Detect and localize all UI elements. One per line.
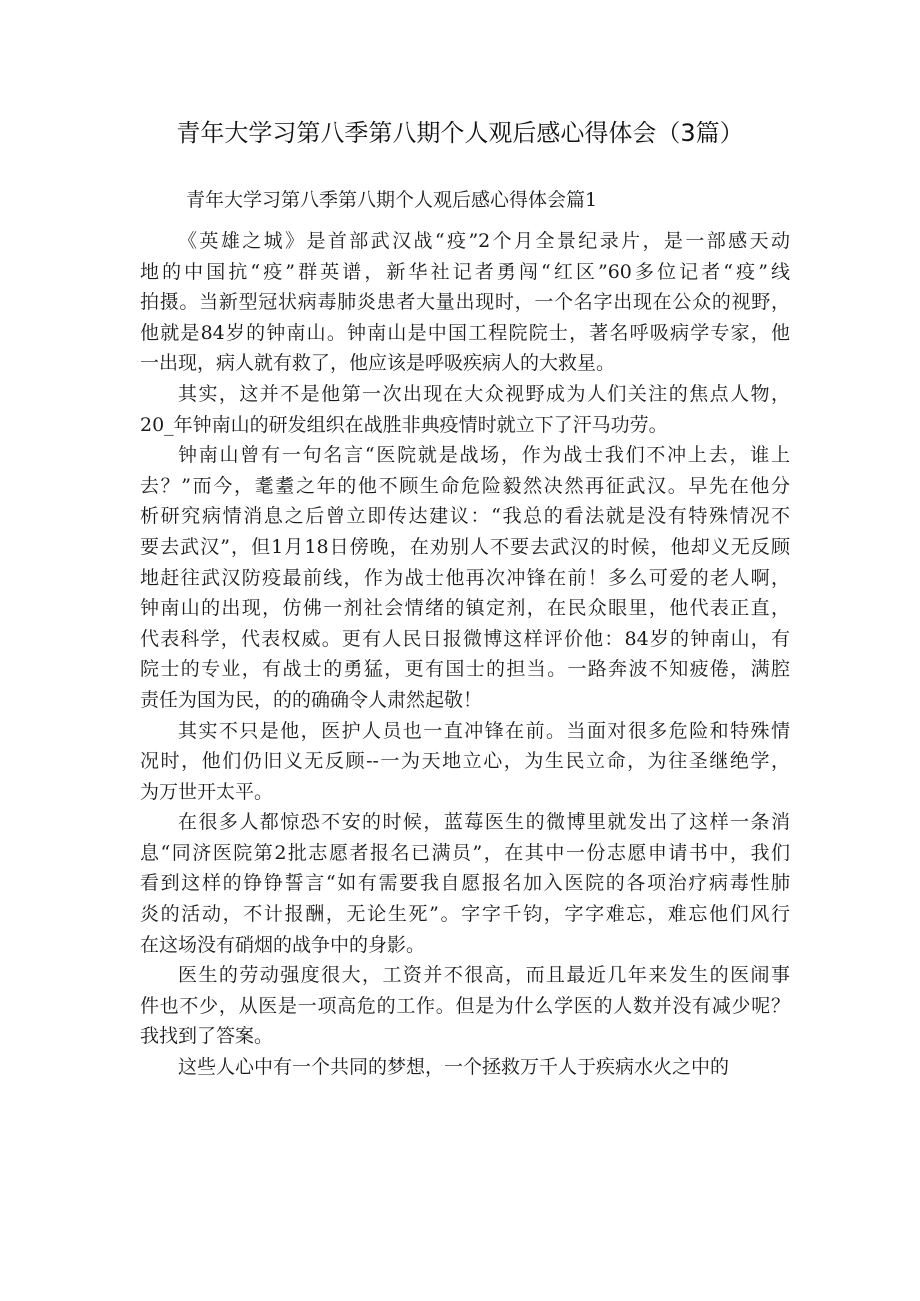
text-line: 其实，这并不是他第一次出现在大众视野成为人们关注的焦点人物， (178, 382, 790, 405)
text-line: 他就是84岁的钟南山。钟南山是中国工程院院士，著名呼吸病学专家，他 (140, 321, 790, 344)
text-line: 息“同济医院第2批志愿者报名已满员”，在其中一份志愿申请书中，我们 (140, 841, 790, 864)
text-line: 去？”而今，耄耋之年的他不顾生命危险毅然决然再征武汉。早先在他分 (140, 474, 790, 497)
text-line: 《英雄之城》是首部武汉战“疫”2个月全景纪录片，是一部感天动 (178, 230, 790, 252)
text-line: 代表科学，代表权威。更有人民日报微博这样评价他：84岁的钟南山，有 (140, 627, 790, 650)
text-line: 其实不只是他，医护人员也一直冲锋在前。当面对很多危险和特殊情 (178, 719, 790, 742)
body-text (140, 226, 790, 1083)
text-line: 要去武汉”，但1月18日傍晚，在劝别人不要去武汉的时候，他却义无反顾 (140, 535, 790, 558)
text-line: 地的中国抗“疫”群英谱，新华社记者勇闯“红区”60多位记者“疫”线 (140, 260, 790, 283)
text-line: 看到这样的铮铮誓言“如有需要我自愿报名加入医院的各项治疗病毒性肺 (140, 872, 790, 895)
text-line: 院士的专业，有战士的勇猛，更有国士的担当。一路奔波不知疲倦，满腔 (140, 658, 790, 681)
text-line: 责任为国为民，的的确确令人肃然起敬！ (140, 688, 483, 711)
text-line: 析研究病情消息之后曾立即传达建议：“我总的看法就是没有特殊情况不 (140, 505, 790, 528)
text-line: 件也不少，从医是一项高危的工作。但是为什么学医的人数并没有减少呢？ (140, 994, 790, 1017)
text-line: 拍摄。当新型冠状病毒肺炎患者大量出现时，一个名字出现在公众的视野， (140, 291, 790, 314)
text-line: 在很多人都惊恐不安的时候，蓝莓医生的微博里就发出了这样一条消 (178, 811, 790, 834)
text-line: 炎的活动，不计报酬，无论生死”。字字千钧，字字难忘，难忘他们风行 (140, 903, 790, 926)
document-title: 青年大学习第八季第八期个人观后感心得体会（3篇） (176, 119, 744, 147)
text-line: 钟南山曾有一句名言“医院就是战场，作为战士我们不冲上去，谁上 (178, 444, 790, 467)
text-line: 况时，他们仍旧义无反顾--一为天地立心，为生民立命，为往圣继绝学， (140, 750, 790, 773)
text-line: 我找到了答案。 (140, 1025, 274, 1048)
text-line: 在这场没有硝烟的战争中的身影。 (140, 933, 426, 956)
text-line: 20_年钟南山的研发组织在战胜非典疫情时就立下了汗马功劳。 (140, 413, 668, 436)
text-line: 为万世开太平。 (140, 780, 274, 803)
text-line: 一出现，病人就有救了，他应该是呼吸疾病人的大救星。 (140, 352, 616, 375)
text-line: 地赶往武汉防疫最前线，作为战士他再次冲锋在前！多么可爱的老人啊， (140, 566, 790, 589)
text-line: 钟南山的出现，仿佛一剂社会情绪的镇定剂，在民众眼里，他代表正直， (140, 597, 790, 620)
text-line: 医生的劳动强度很大，工资并不很高，而且最近几年来发生的医闹事 (178, 964, 790, 987)
section-title: 青年大学习第八季第八期个人观后感心得体会篇1 (186, 189, 598, 211)
text-line: 这些人心中有一个共同的梦想，一个拯救万千人于疾病水火之中的 (178, 1056, 730, 1079)
